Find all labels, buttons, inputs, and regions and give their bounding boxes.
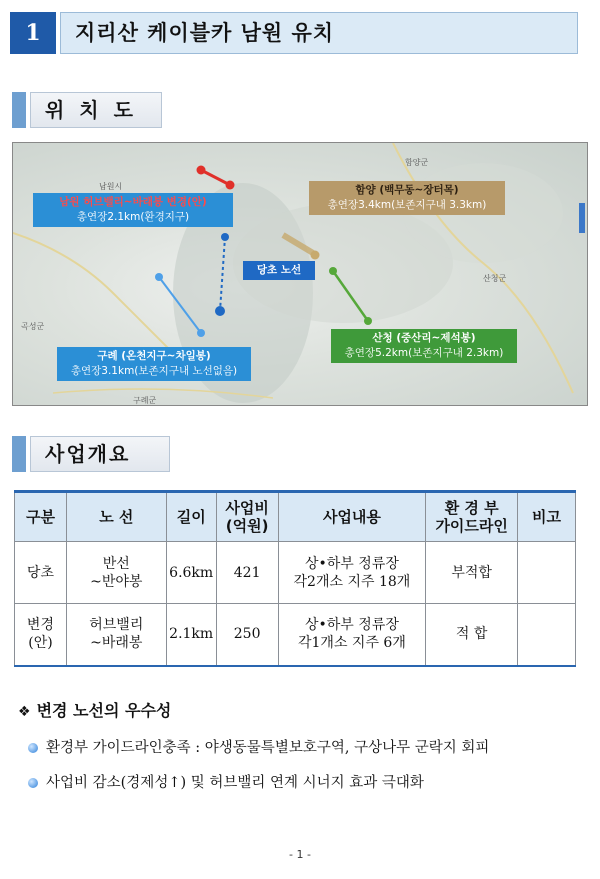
route-sancheong-start [329,267,337,275]
table-cell: 적 합 [426,604,518,666]
route-dangcho-start [221,233,229,241]
table-cell: 당초 [15,542,67,604]
table-cell [518,542,576,604]
label-gurye-name: 구례 (온천지구~차일봉) [97,350,211,362]
section-marker [12,92,26,128]
bullet-icon [28,778,38,788]
route-nambu-end [226,181,235,190]
title-bar [10,12,578,54]
map-place-label: 구례군 [133,396,157,405]
merits-title: 변경 노선의 우수성 [36,701,172,720]
page-number: - 1 - [289,848,311,861]
table-header-cell: 사업비 (억원) [216,492,278,542]
route-gurye-end [197,329,205,337]
table-header-row [15,492,576,542]
merit-item [28,771,424,792]
label-sancheong-length: 총연장5.2km(보존지구내 2.3km) [344,347,504,359]
table-cell [518,604,576,666]
section-location-title: 위 치 도 [30,92,162,128]
table-row [15,542,576,604]
table-cell: 421 [216,542,278,604]
table-cell: 허브밸리 ~바래봉 [66,604,166,666]
map-place-label: 곡성군 [21,322,45,331]
section-marker [12,436,26,472]
page-title: 지리산 케이블카 남원 유치 [60,12,578,54]
section-overview-heading [12,436,182,472]
table-cell: 6.6km [166,542,216,604]
overview-table [14,490,576,667]
table-header-cell: 사업내용 [278,492,426,542]
diamond-bullet-icon: ❖ [18,704,31,720]
merit-item [28,736,489,757]
route-nambu [201,170,230,185]
table-row [15,604,576,666]
table-header-cell: 노 선 [66,492,166,542]
map-place-label: 함양군 [405,158,429,167]
route-gurye-start [155,273,163,281]
label-gurye-length: 총연장3.1km(보존지구내 노선없음) [70,365,238,377]
route-hamyang-end [311,251,320,260]
label-dangcho-route: 당초 노선 [243,261,315,280]
title-number: 1 [10,12,56,54]
label-gurye-route [57,347,251,381]
label-hamyang-name: 함양 (백무동~장터목) [355,184,459,196]
merit-text: 환경부 가이드라인충족 : 야생동물특별보호구역, 구상나무 군락지 회피 [46,740,490,756]
map-place-label: 남원시 [99,182,123,191]
table-cell: 상•하부 정류장 각2개소 지주 18개 [278,542,426,604]
table-cell: 부적합 [426,542,518,604]
label-nambu-route [33,193,233,227]
label-hamyang-route [309,181,505,215]
location-map [12,142,588,406]
route-dangcho-end [215,306,225,316]
table-cell: 반선 ~반야봉 [66,542,166,604]
bullet-icon [28,743,38,753]
map-scrollbar[interactable] [579,203,585,233]
merit-text: 사업비 감소(경제성↑) 및 허브밸리 연계 시너지 효과 극대화 [46,775,424,791]
table-cell: 2.1km [166,604,216,666]
table-header-cell: 길이 [166,492,216,542]
label-nambu-length: 총연장2.1km(환경지구) [76,211,190,223]
map-place-label: 산청군 [483,274,507,283]
route-nambu-start [197,166,206,175]
label-hamyang-length: 총연장3.4km(보존지구내 3.3km) [327,199,487,211]
section-location-heading [12,92,172,128]
table-cell: 변경 (안) [15,604,67,666]
route-sancheong-end [364,317,372,325]
label-nambu-name: 남원 허브밸리~바래봉 변경(안) [59,196,207,208]
label-sancheong-route [331,329,517,363]
merits-heading [18,698,171,721]
section-overview-title: 사업개요 [30,436,170,472]
table-header-cell: 구분 [15,492,67,542]
table-header-cell: 환 경 부 가이드라인 [426,492,518,542]
label-sancheong-name: 산청 (중산리~제석봉) [372,332,476,344]
table-cell: 250 [216,604,278,666]
table-cell: 상•하부 정류장 각1개소 지주 6개 [278,604,426,666]
table-header-cell: 비고 [518,492,576,542]
